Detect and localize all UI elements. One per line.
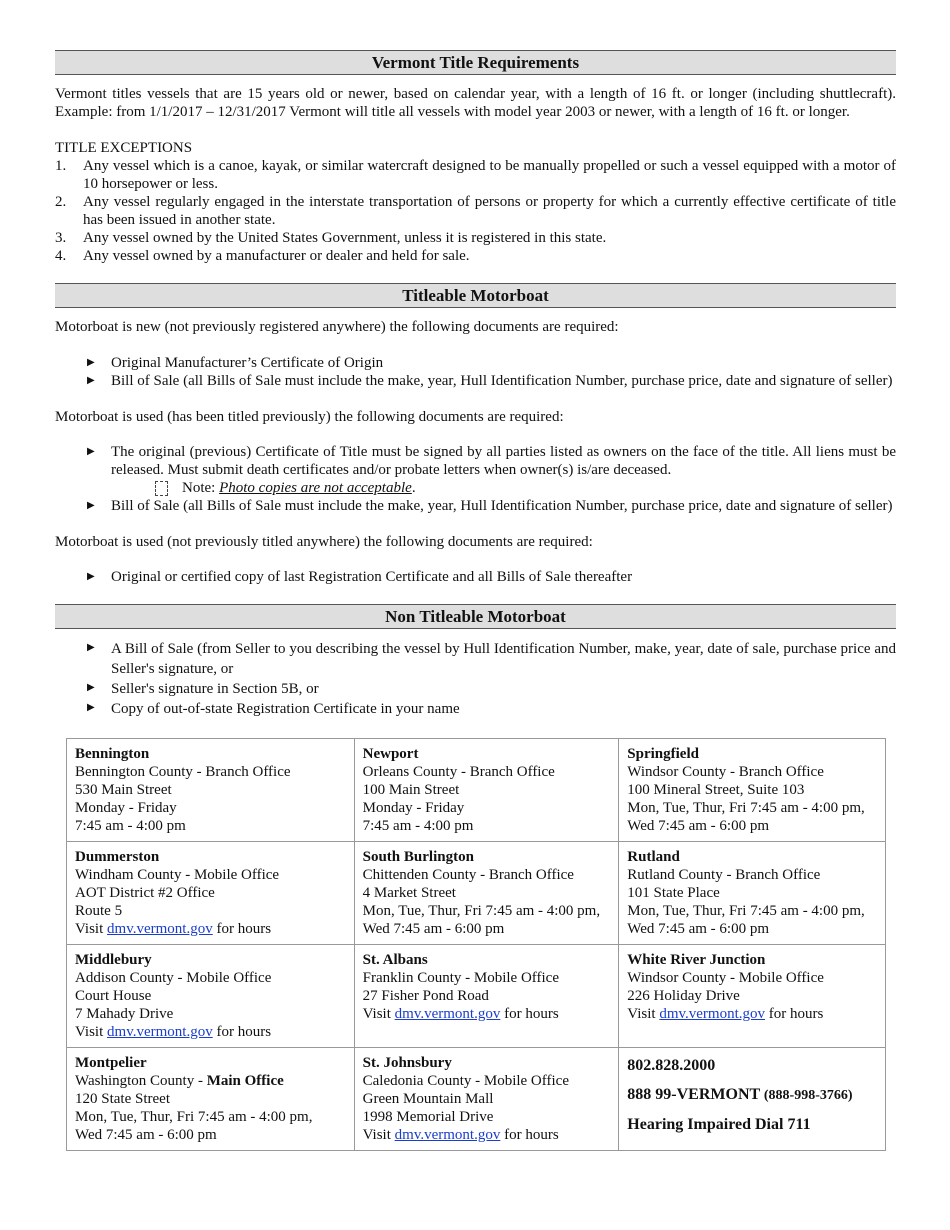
dmv-link[interactable]: dmv.vermont.gov xyxy=(659,1006,766,1022)
exceptions-title: TITLE EXCEPTIONS xyxy=(55,140,193,156)
untitled-motorboat-list xyxy=(55,568,896,586)
note-label: Note: xyxy=(182,480,216,496)
bullet-arrow-icon: ▶ xyxy=(87,446,95,457)
note-box-icon xyxy=(155,481,168,496)
title-requirements-intro: Vermont titles vessels that are 15 years old or newer, based on calendar year, with a length of 16 ft. or longer (including shuttlecraft). Example: from 1/1/2017 – 12/31/2017 Vermont will title all vessels with model year 2003 or newer, with a length of 16 ft. or longer. xyxy=(55,86,896,120)
list-item: 2. Any vessel regularly engaged in the interstate transportation of persons or property for which a currently effective certificate of title has been issued in another state. xyxy=(55,194,896,228)
photo-copy-note: Note: Photo copies are not acceptable . xyxy=(55,479,896,497)
new-motorboat-list xyxy=(55,354,896,390)
office-middlebury: Middlebury Addison County - Mobile Office Court House 7 Mahady Drive Visit dmv.vermont.gov for hours xyxy=(67,945,355,1048)
toll-free-number: 888 99-VERMONT (888-998-3766) xyxy=(627,1086,853,1103)
table-row xyxy=(67,945,886,1048)
bullet-arrow-icon: ▶ xyxy=(87,702,95,713)
office-montpelier: Montpelier Washington County - Main Office 120 State Street Mon, Tue, Thur, Fri 7:45 am - 4:00 pm, Wed 7:45 am - 6:00 pm xyxy=(67,1048,355,1151)
office-newport: Newport Orleans County - Branch Office 100 Main Street Monday - Friday 7:45 am - 4:00 pm xyxy=(354,739,619,842)
table-row xyxy=(67,1048,886,1151)
table-row xyxy=(67,842,886,945)
dmv-link[interactable]: dmv.vermont.gov xyxy=(394,1127,501,1143)
document-page xyxy=(55,50,896,1151)
list-item: ▶ Bill of Sale (all Bills of Sale must include the make, year, Hull Identification Number, purchase price, date and signature of seller) xyxy=(87,373,893,389)
used-motorboat-list xyxy=(55,443,896,479)
list-item: ▶ Bill of Sale (all Bills of Sale must include the make, year, Hull Identification Number, purchase price, date and signature of seller) xyxy=(87,498,893,514)
section-header-title-requirements: Vermont Title Requirements xyxy=(55,50,896,75)
office-st-johnsbury: St. Johnsbury Caledonia County - Mobile Office Green Mountain Mall 1998 Memorial Drive Visit dmv.vermont.gov for hours xyxy=(354,1048,619,1151)
exceptions-list xyxy=(55,157,896,265)
bullet-arrow-icon: ▶ xyxy=(87,357,95,368)
office-dummerston: Dummerston Windham County - Mobile Office AOT District #2 Office Route 5 Visit dmv.vermont.gov for hours xyxy=(67,842,355,945)
section-header-titleable: Titleable Motorboat xyxy=(55,283,896,308)
dmv-link[interactable]: dmv.vermont.gov xyxy=(394,1006,501,1022)
office-locations-table xyxy=(66,738,886,1151)
bullet-arrow-icon: ▶ xyxy=(87,500,95,511)
table-row xyxy=(67,739,886,842)
list-item: 4. Any vessel owned by a manufacturer or dealer and held for sale. xyxy=(55,248,470,264)
used-motorboat-intro: Motorboat is used (has been titled previously) the following documents are required: xyxy=(55,409,564,425)
list-item: ▶ Seller's signature in Section 5B, or xyxy=(87,681,319,697)
contact-info xyxy=(619,1048,886,1151)
office-rutland: Rutland Rutland County - Branch Office 101 State Place Mon, Tue, Thur, Fri 7:45 am - 4:00 pm, Wed 7:45 am - 6:00 pm xyxy=(619,842,886,945)
bullet-arrow-icon: ▶ xyxy=(87,642,95,653)
dmv-link[interactable]: dmv.vermont.gov xyxy=(107,921,213,937)
office-south-burlington: South Burlington Chittenden County - Branch Office 4 Market Street Mon, Tue, Thur, Fri 7:45 am - 4:00 pm, Wed 7:45 am - 6:00 pm xyxy=(354,842,619,945)
bullet-arrow-icon: ▶ xyxy=(87,375,95,386)
office-springfield: Springfield Windsor County - Branch Office 100 Mineral Street, Suite 103 Mon, Tue, Thur, Fri 7:45 am - 4:00 pm, Wed 7:45 am - 6:00 pm xyxy=(619,739,886,842)
hearing-impaired-line: Hearing Impaired Dial 711 xyxy=(627,1116,811,1133)
office-st-albans: St. Albans Franklin County - Mobile Office 27 Fisher Pond Road Visit dmv.vermont.gov for hours xyxy=(354,945,619,1048)
list-item: ▶ The original (previous) Certificate of Title must be signed by all parties listed as owners on the face of the title. All liens must be released. Must submit death certificates and/or probate letters when owner(s) is/are deceased. xyxy=(87,444,896,478)
note-text: Photo copies are not acceptable xyxy=(219,480,412,496)
office-white-river-junction: White River Junction Windsor County - Mobile Office 226 Holiday Drive Visit dmv.vermont.gov for hours xyxy=(619,945,886,1048)
phone-number: 802.828.2000 xyxy=(627,1057,716,1074)
list-item: ▶ Copy of out-of-state Registration Certificate in your name xyxy=(87,701,460,717)
non-titleable-list xyxy=(55,639,896,719)
bullet-arrow-icon: ▶ xyxy=(87,571,95,582)
list-item: 1. Any vessel which is a canoe, kayak, or similar watercraft designed to be manually propelled or such a vessel equipped with a motor of 10 horsepower or less. xyxy=(55,158,896,192)
office-bennington: Bennington Bennington County - Branch Office 530 Main Street Monday - Friday 7:45 am - 4:00 pm xyxy=(67,739,355,842)
section-header-non-titleable: Non Titleable Motorboat xyxy=(55,604,896,629)
used-motorboat-list-2 xyxy=(55,497,896,515)
new-motorboat-intro: Motorboat is new (not previously registered anywhere) the following documents are required: xyxy=(55,319,619,335)
dmv-link[interactable]: dmv.vermont.gov xyxy=(107,1024,213,1040)
list-item: ▶ Original Manufacturer’s Certificate of Origin xyxy=(87,355,384,371)
list-item: ▶ Original or certified copy of last Registration Certificate and all Bills of Sale thereafter xyxy=(87,569,633,585)
list-item: ▶ A Bill of Sale (from Seller to you describing the vessel by Hull Identification Number, make, year, date of sale, purchase price and Seller's signature, or xyxy=(87,641,896,677)
bullet-arrow-icon: ▶ xyxy=(87,682,95,693)
list-item: 3. Any vessel owned by the United States Government, unless it is registered in this state. xyxy=(55,230,607,246)
untitled-motorboat-intro: Motorboat is used (not previously titled anywhere) the following documents are required: xyxy=(55,534,593,550)
